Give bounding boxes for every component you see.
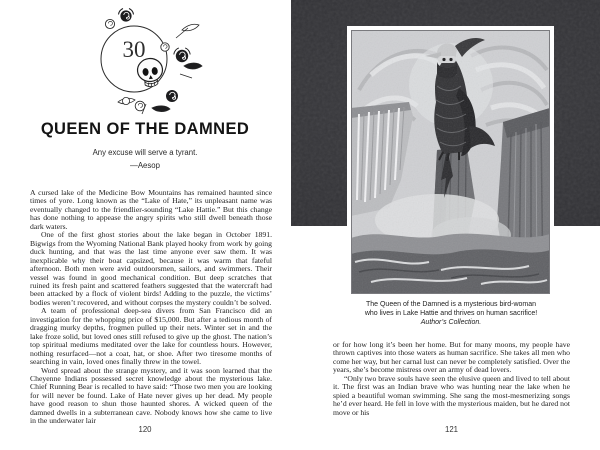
paragraph: Word spread about the strange mystery, and it was soon learned that the Cheyenne Indians possessed secret knowledge about the mysterious lake. Chief Running Bear is recalled to have said: “Those two men you are looking for will never be found. Lake of Hate never gives up her dead. My people have good reason to shun those haunted shores. A wicked queen of the damned dwells in a subterranean cave. Nobody knows how she came to live in the underwater lair [30,365,272,426]
left-page [0,0,291,450]
illustration-frame [347,26,554,298]
epigraph [24,146,266,172]
paragraph: “Only two brave souls have seen the elusive queen and lived to tell about it. The first was an Indian brave who was hunting near the lake when he spied a beautiful woman swimming. She sang the most-mesmerizing songs he’d ever heard. He fell in love with the mysterious maiden, but he dared not move or his [333,373,570,417]
skull-icon [136,57,164,88]
chapter-number: 30 [122,37,146,62]
page-number-left: 120 [138,425,152,434]
right-page [291,0,600,450]
paragraph: or for how long it’s been her home. But for many moons, my people have thrown captives into those waters as human sacrifice. She takes all men who come her way, but her carnal lust can never be completely satisfied. Over the years, she’s become mistress over an army of dead lovers. [333,340,570,375]
chapter-ornament [92,4,208,118]
paragraph: One of the first ghost stories about the lake began in October 1891. Bigwigs from the Wyoming National Bank played hooky from work by going duck hunting, and that was the last time anyone ever saw them. It was inexplicable why their boat capsized, because it was warm that fateful afternoon. Both men were avid outdoorsmen, sailors, and swimmers. Their vessel was found in good mechanical condition. But deep scratches that ruined its fresh paint and scattered feathers suggested that the watercraft had been attacked by a flock of violent birds! Adding to the puzzle, the victims’ bodies weren’t recovered, and without corpses the mystery couldn’t be solved. [30,230,272,307]
caption-text: The Queen of the Damned is a mysterious bird-woman who lives in Lake Hattie and thrives on human sacrifice! [364,301,538,317]
caption-credit: Author’s Collection. [420,318,482,326]
chapter-title: QUEEN OF THE DAMNED [40,120,250,138]
illustration-caption [361,301,541,328]
epigraph-quote: Any excuse will serve a tyrant. [92,148,198,157]
illustration-queen-of-the-damned [351,30,550,294]
epigraph-attribution: —Aesop [130,161,160,170]
paragraph: A team of professional deep-sea divers from San Francisco did an investigation for the whopping price of $15,000. But after a tedious month of dragging murky depths, frogmen pulled up their nets. Winter set in and the lake froze solid, but loved ones still refused to give up the ghost. The nation’s top spiritual mediums meditated over the lake for countless hours. However, nothing resurfaced—not a coat, hat, or shoe. After two tiresome months of searching in vain, loved ones finally threw in the towel. [30,306,272,367]
left-body-text [30,189,272,426]
page-number-right: 121 [444,425,458,434]
paragraph: A cursed lake of the Medicine Bow Mountains has remained haunted since times of yore. Long known as the “Lake of Hate,” its unpleasant name was eventually changed to the friendlier-sounding “Lake Hattie.” But this change has done nothing to appease the angry spirits who still dwell beneath those dark waters. [30,188,272,231]
right-body-text [333,341,570,417]
